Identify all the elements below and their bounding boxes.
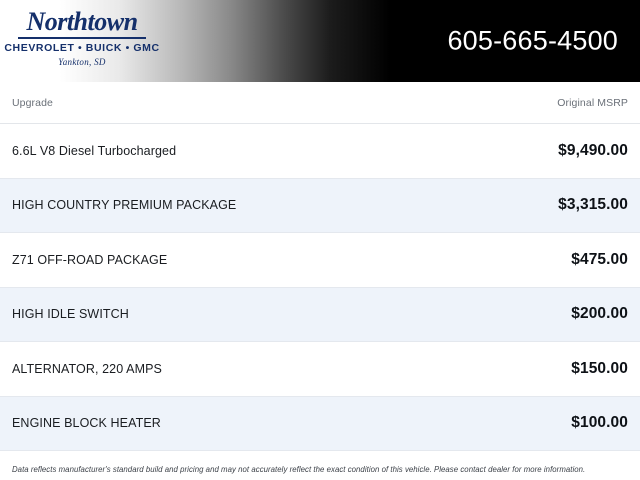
dealer-logo[interactable] [4,7,160,74]
logo-divider [18,37,146,39]
upgrade-price: $9,490.00 [558,141,628,159]
upgrade-price: $475.00 [571,250,628,268]
dealer-logo-name: Northtown [26,7,138,36]
page-header [0,0,640,82]
column-header-upgrade: Upgrade [12,96,53,109]
upgrade-price: $150.00 [571,359,628,377]
disclaimer-text: Data reflects manufacturer's standard build and pricing and may not accurately reflect the exact condition of this vehicle. Please contact dealer for more information. [12,464,586,474]
disclaimer-footer [0,451,640,480]
table-header-row [0,82,640,124]
table-row [0,179,640,234]
upgrade-name: HIGH COUNTRY PREMIUM PACKAGE [12,198,237,213]
upgrade-name: ALTERNATOR, 220 AMPS [12,361,162,376]
upgrade-name: 6.6L V8 Diesel Turbocharged [12,143,177,158]
column-header-msrp: Original MSRP [557,96,628,109]
upgrade-name: ENGINE BLOCK HEATER [12,416,161,431]
dealer-phone-number[interactable]: 605-665-4500 [447,25,618,56]
table-row [0,397,640,452]
upgrade-name: HIGH IDLE SWITCH [12,307,129,322]
upgrade-price: $100.00 [571,414,628,432]
upgrade-price: $200.00 [571,305,628,323]
upgrades-table [0,82,640,451]
table-row [0,342,640,397]
dealer-logo-brands: CHEVROLET • BUICK • GMC [4,42,160,54]
table-row [0,124,640,179]
table-row [0,288,640,343]
upgrade-name: Z71 OFF-ROAD PACKAGE [12,252,168,267]
upgrade-price: $3,315.00 [558,196,628,214]
table-row [0,233,640,288]
dealer-logo-city: Yankton, SD [58,57,106,67]
